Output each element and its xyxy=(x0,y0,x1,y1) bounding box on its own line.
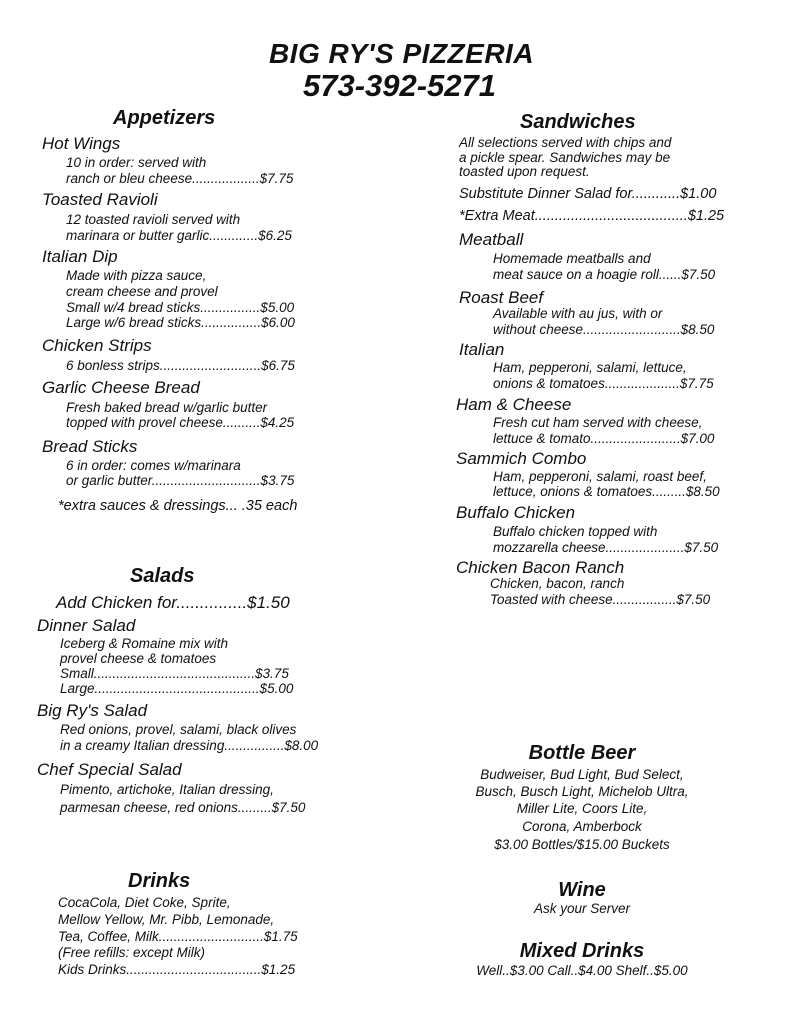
chicken-bacon-ranch-price: Toasted with cheese.................$7.50 xyxy=(490,592,711,607)
sandwiches-intro-2: a pickle spear. Sandwiches may be xyxy=(459,150,671,165)
chef-special-price: parmesan cheese, red onions.........$7.50 xyxy=(60,800,306,815)
meatball-price: meat sauce on a hoagie roll......$7.50 xyxy=(493,267,716,282)
drinks-line-1: CocaCola, Diet Coke, Sprite, xyxy=(58,895,231,910)
sammich-combo-price: lettuce, onions & tomatoes.........$8.50 xyxy=(493,484,720,499)
garlic-cheese-bread-name: Garlic Cheese Bread xyxy=(42,378,200,397)
wine-title: Wine xyxy=(558,879,606,901)
bread-sticks-price: or garlic butter.............................$3.75 xyxy=(66,473,295,488)
roast-beef-desc: Available with au jus, with or xyxy=(493,306,663,321)
sandwiches-intro-3: toasted upon request. xyxy=(459,164,590,179)
dinner-salad-desc-1: Iceberg & Romaine mix with xyxy=(60,636,229,651)
italian-dip-desc-2: cream cheese and provel xyxy=(66,284,218,299)
chicken-strips-name: Chicken Strips xyxy=(42,336,152,355)
extra-meat-line: *Extra Meat......................................$1.25 xyxy=(459,208,725,224)
chicken-strips-price: 6 bonless strips...........................$6.75 xyxy=(66,358,295,373)
chef-special-name: Chef Special Salad xyxy=(37,760,182,779)
phone-number: 573-392-5271 xyxy=(302,68,497,103)
beer-line-5: $3.00 Bottles/$15.00 Buckets xyxy=(494,837,670,852)
beer-line-1: Budweiser, Bud Light, Bud Select, xyxy=(480,767,684,782)
wine-line: Ask your Server xyxy=(533,901,631,916)
drinks-line-5: Kids Drinks....................................$1.25 xyxy=(58,962,296,977)
big-rys-salad-desc: Red onions, provel, salami, black olives xyxy=(60,722,297,737)
buffalo-chicken-price: mozzarella cheese.....................$7.50 xyxy=(493,540,719,555)
salads-title: Salads xyxy=(130,565,195,587)
roast-beef-name: Roast Beef xyxy=(459,288,544,307)
buffalo-chicken-desc: Buffalo chicken topped with xyxy=(493,524,658,539)
italian-dip-small: Small w/4 bread sticks................$5.00 xyxy=(66,300,295,315)
bread-sticks-name: Bread Sticks xyxy=(42,437,138,456)
ham-cheese-desc: Fresh cut ham served with cheese, xyxy=(493,415,703,430)
hot-wings-desc: 10 in order: served with xyxy=(66,155,207,170)
toasted-ravioli-name: Toasted Ravioli xyxy=(42,190,158,209)
big-rys-salad-price: in a creamy Italian dressing................$8.00 xyxy=(60,738,319,753)
drinks-line-2: Mellow Yellow, Mr. Pibb, Lemonade, xyxy=(58,912,275,927)
hot-wings-name: Hot Wings xyxy=(42,134,121,153)
hot-wings-price: ranch or bleu cheese..................$7.75 xyxy=(66,171,294,186)
italian-price: onions & tomatoes....................$7.75 xyxy=(493,376,714,391)
italian-dip-desc-1: Made with pizza sauce, xyxy=(66,268,207,283)
roast-beef-price: without cheese..........................$8.50 xyxy=(493,322,715,337)
substitute-salad-line: Substitute Dinner Salad for............$1.00 xyxy=(459,186,717,202)
chef-special-desc: Pimento, artichoke, Italian dressing, xyxy=(60,782,274,797)
dinner-salad-large: Large............................................$5.00 xyxy=(60,681,294,696)
sammich-combo-desc: Ham, pepperoni, salami, roast beef, xyxy=(493,469,707,484)
beer-line-4: Corona, Amberbock xyxy=(522,819,642,834)
italian-name: Italian xyxy=(459,340,505,359)
sandwiches-intro-1: All selections served with chips and xyxy=(459,135,672,150)
chicken-bacon-ranch-name: Chicken Bacon Ranch xyxy=(456,558,625,577)
buffalo-chicken-name: Buffalo Chicken xyxy=(456,503,576,522)
italian-dip-large: Large w/6 bread sticks................$6.00 xyxy=(66,315,295,330)
italian-dip-name: Italian Dip xyxy=(42,247,118,266)
dinner-salad-desc-2: provel cheese & tomatoes xyxy=(60,651,217,666)
beer-line-3: Miller Lite, Coors Lite, xyxy=(516,801,648,816)
big-rys-salad-name: Big Ry's Salad xyxy=(37,701,148,720)
drinks-line-4: (Free refills: except Milk) xyxy=(58,945,206,960)
sandwiches-title: Sandwiches xyxy=(520,111,636,133)
add-chicken-line: Add Chicken for...............$1.50 xyxy=(56,593,290,612)
sammich-combo-name: Sammich Combo xyxy=(456,449,587,468)
garlic-cheese-bread-desc: Fresh baked bread w/garlic butter xyxy=(66,400,268,415)
appetizers-title: Appetizers xyxy=(113,107,216,129)
mixed-drinks-title: Mixed Drinks xyxy=(519,940,645,962)
ham-cheese-name: Ham & Cheese xyxy=(456,395,572,414)
bread-sticks-desc: 6 in order: comes w/marinara xyxy=(66,458,241,473)
mixed-drinks-line: Well..$3.00 Call..$4.00 Shelf..$5.00 xyxy=(476,963,688,978)
drinks-line-3: Tea, Coffee, Milk............................$1.75 xyxy=(58,929,298,944)
meatball-desc: Homemade meatballs and xyxy=(493,251,651,266)
drinks-title: Drinks xyxy=(128,870,191,892)
toasted-ravioli-desc: 12 toasted ravioli served with xyxy=(66,212,241,227)
beer-line-2: Busch, Busch Light, Michelob Ultra, xyxy=(475,784,689,799)
dinner-salad-name: Dinner Salad xyxy=(37,616,136,635)
restaurant-name: BIG RY'S PIZZERIA xyxy=(268,38,535,69)
italian-desc: Ham, pepperoni, salami, lettuce, xyxy=(493,360,687,375)
dinner-salad-small: Small...........................................$3.75 xyxy=(60,666,289,681)
chicken-bacon-ranch-desc: Chicken, bacon, ranch xyxy=(490,576,625,591)
toasted-ravioli-price: marinara or butter garlic.............$6.25 xyxy=(66,228,292,243)
garlic-cheese-bread-price: topped with provel cheese..........$4.25 xyxy=(66,415,295,430)
meatball-name: Meatball xyxy=(459,230,524,249)
ham-cheese-price: lettuce & tomato........................$7.00 xyxy=(493,431,715,446)
extra-sauces-note: *extra sauces & dressings... .35 each xyxy=(58,498,298,514)
bottle-beer-title: Bottle Beer xyxy=(528,742,636,764)
